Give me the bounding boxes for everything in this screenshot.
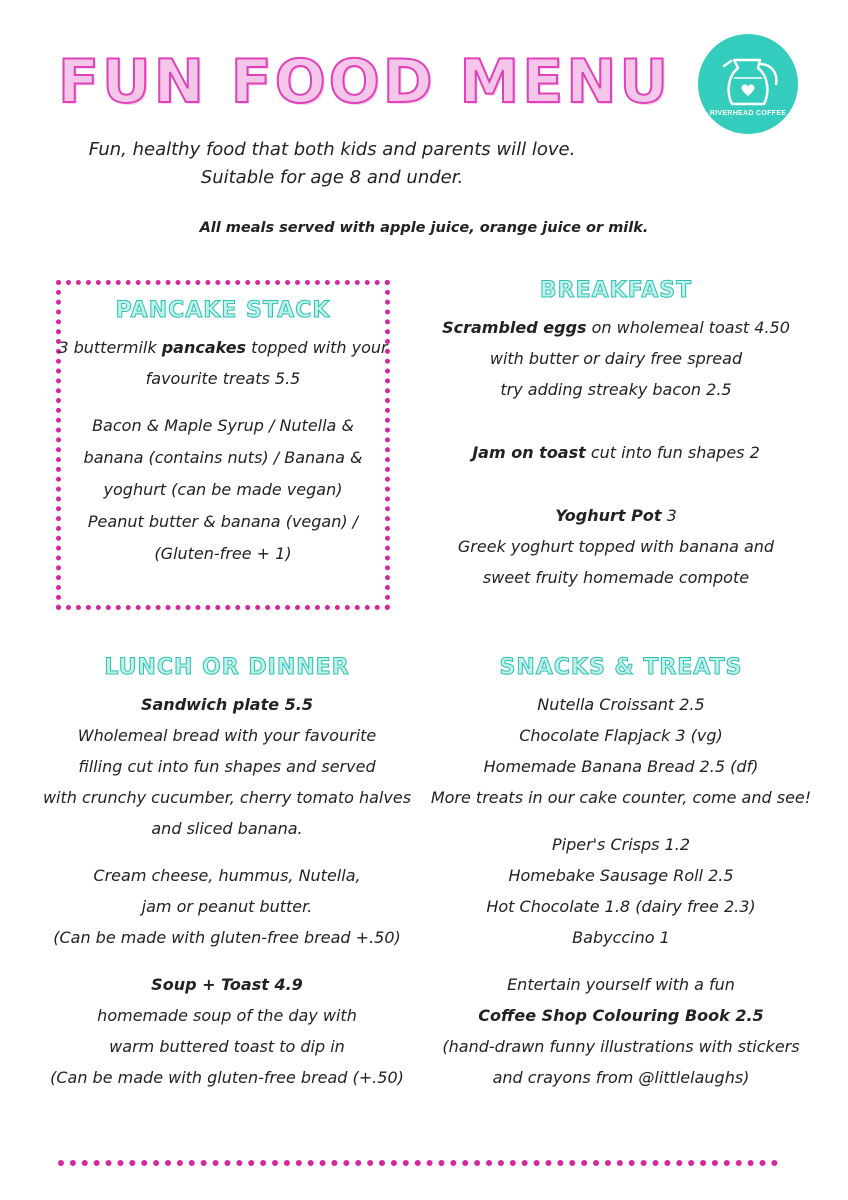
- filling-line: jam or peanut butter.: [141, 897, 313, 916]
- snacks-treats-heading: SNACKS & TREATS: [499, 655, 743, 680]
- filling-line: Cream cheese, hummus, Nutella,: [93, 866, 361, 885]
- snack-item: Homebake Sausage Roll 2.5: [508, 866, 734, 885]
- pancake-option: yoghurt (can be made vegan): [103, 480, 343, 499]
- colouring-book-title: Coffee Shop Colouring Book 2.5: [478, 1006, 764, 1025]
- colouring-title-wrap: [424, 1000, 818, 1031]
- sandwich-title-wrap: [30, 689, 424, 720]
- jam-on-toast-detail: cut into fun shapes 2: [585, 443, 760, 462]
- lunch-dinner-heading: LUNCH OR DINNER: [104, 655, 350, 680]
- sandwich-line: with crunchy cucumber, cherry tomato halves: [42, 788, 412, 807]
- soup-title-wrap: [30, 969, 424, 1000]
- pancake-desc-prefix: 3 buttermilk: [58, 338, 162, 357]
- yoghurt-pot-price: 3: [661, 506, 677, 525]
- pancake-option: (Gluten-free + 1): [154, 544, 292, 563]
- scrambled-eggs-line-2: with butter or dairy free spread: [489, 349, 743, 368]
- served-with-note: All meals served with apple juice, orange juice or milk.: [199, 220, 649, 236]
- sandwich-line: and sliced banana.: [151, 819, 303, 838]
- colouring-line: and crayons from @littlelaughs): [492, 1068, 750, 1087]
- filling-line: (Can be made with gluten-free bread +.50): [53, 928, 401, 947]
- snack-item: Nutella Croissant 2.5: [537, 695, 705, 714]
- colouring-intro: Entertain yourself with a fun: [507, 975, 735, 994]
- colouring-line: (hand-drawn funny illustrations with stickers: [442, 1037, 800, 1056]
- breakfast-section: [440, 280, 792, 593]
- coffee-pot-icon: [698, 34, 798, 134]
- yoghurt-pot-line-2: Greek yoghurt topped with banana and: [457, 537, 775, 556]
- jam-on-toast-item: [440, 437, 792, 468]
- scrambled-eggs-detail: on wholemeal toast 4.50: [586, 318, 790, 337]
- riverhead-coffee-logo: [698, 34, 798, 134]
- sandwich-line: filling cut into fun shapes and served: [78, 757, 376, 776]
- pancake-desc-suffix: topped with your: [246, 338, 388, 357]
- snack-item: Piper's Crisps 1.2: [551, 835, 691, 854]
- pancake-description-line-2: favourite treats 5.5: [145, 369, 301, 388]
- lunch-dinner-section: [30, 657, 424, 1093]
- scrambled-eggs-line-3: try adding streaky bacon 2.5: [500, 380, 732, 399]
- sandwich-plate-title: Sandwich plate 5.5: [140, 695, 314, 714]
- breakfast-heading: BREAKFAST: [539, 278, 693, 303]
- scrambled-eggs-item: [440, 312, 792, 343]
- snack-item: Homemade Banana Bread 2.5 (df): [483, 757, 759, 776]
- snack-item: Hot Chocolate 1.8 (dairy free 2.3): [486, 897, 756, 916]
- tagline-line-1: Fun, healthy food that both kids and parents will love.: [88, 139, 576, 160]
- snack-item: Chocolate Flapjack 3 (vg): [519, 726, 723, 745]
- soup-toast-title: Soup + Toast 4.9: [151, 975, 303, 994]
- soup-line: (Can be made with gluten-free bread (+.50): [50, 1068, 404, 1087]
- jam-on-toast-name: Jam on toast: [472, 443, 586, 462]
- pancake-option: Bacon & Maple Syrup / Nutella &: [92, 416, 354, 435]
- sandwich-line: Wholemeal bread with your favourite: [77, 726, 377, 745]
- menu-title: FUN FOOD MENU: [58, 47, 672, 117]
- logo-text: RIVERHEAD COFFEE: [709, 110, 787, 117]
- pancake-stack-section: [56, 300, 390, 570]
- yoghurt-pot-item: [440, 500, 792, 531]
- pancake-option: Peanut butter & banana (vegan) /: [87, 512, 359, 531]
- scrambled-eggs-name: Scrambled eggs: [442, 318, 587, 337]
- pancake-description: [56, 332, 390, 363]
- yoghurt-pot-line-3: sweet fruity homemade compote: [482, 568, 750, 587]
- soup-line: warm buttered toast to dip in: [109, 1037, 345, 1056]
- yoghurt-pot-name: Yoghurt Pot: [555, 506, 662, 525]
- snack-item: Babyccino 1: [572, 928, 670, 947]
- bottom-dotted-divider: [58, 1160, 778, 1166]
- snacks-treats-section: [424, 657, 818, 1093]
- pancake-desc-bold: pancakes: [161, 338, 247, 357]
- tagline-line-2: Suitable for age 8 and under.: [200, 167, 464, 188]
- snack-item: More treats in our cake counter, come and see!: [430, 788, 812, 807]
- pancake-stack-heading: PANCAKE STACK: [115, 298, 331, 323]
- soup-line: homemade soup of the day with: [97, 1006, 357, 1025]
- pancake-option: banana (contains nuts) / Banana &: [83, 448, 363, 467]
